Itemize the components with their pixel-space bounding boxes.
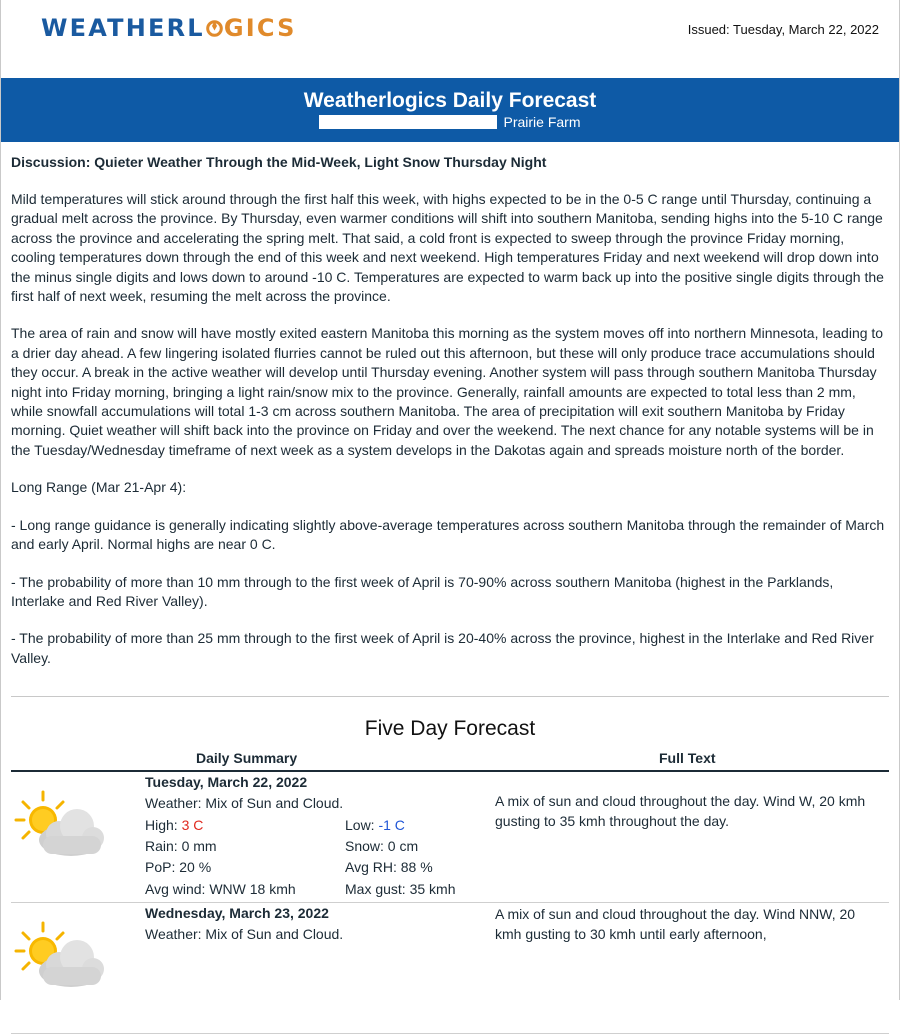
long-range-item: - Long range guidance is generally indicating slightly above-average temperatures across southern Manitoba through the remainder of March and early April. Normal highs are near 0 C. <box>11 516 885 553</box>
forecast-column-headers <box>11 746 889 772</box>
day-full-text: A mix of sun and cloud throughout the day. Wind NNW, 20 kmh gusting to 30 kmh until early afternoon, <box>495 906 856 942</box>
day-summary <box>145 903 485 946</box>
forecast-title: Weatherlogics Daily Forecast <box>303 89 597 112</box>
logo-o-icon <box>206 18 223 38</box>
long-range-item: - The probability of more than 25 mm through to the first week of April is 20-40% across the province, highest in the Interlake and Red River Valley. <box>11 630 874 666</box>
low-label: Low: <box>345 816 379 833</box>
discussion-paragraph: The area of rain and snow will have mostly exited eastern Manitoba this morning as the system moves off into northern Minnesota, leading to a drier day ahead. A few lingering isolated flurries cannot be ruled out this afternoon, but these will only produce trace accumulations should they occur. A break in the active weather will develop until Thursday evening. Another system will pass through southern Manitoba Thursday night into Friday morning, bringing a light rain/snow mix to the province. Generally, rainfall amounts are expected to total less than 2 mm, while snowfall accumulations will total 1-3 cm across southern Manitoba. The area of precipitation will exit southern Manitoba by Friday morning. Quiet weather will shift back into the province on Friday and over the weekend. The next chance for any notable systems will be in the Tuesday/Wednesday timeframe of next week as a system develops in the Dakotas again and spreads moisture north of the border. <box>11 325 884 458</box>
max-gust: Max gust: 35 kmh <box>345 880 456 897</box>
long-range-heading: Long Range (Mar 21-Apr 4): <box>11 479 187 496</box>
discussion-section <box>1 152 899 1034</box>
header <box>1 0 899 78</box>
high-label: High: <box>145 816 182 833</box>
day-full-text: A mix of sun and cloud throughout the day. Wind W, 20 kmh gusting to 35 kmh throughout the day. <box>495 793 866 829</box>
avg-wind: Avg wind: WNW 18 kmh <box>145 880 296 897</box>
sun-cloud-icon <box>13 788 109 860</box>
rain-amount: Rain: 0 mm <box>145 838 217 855</box>
day-weather: Weather: Mix of Sun and Cloud. <box>145 926 344 943</box>
day-weather: Weather: Mix of Sun and Cloud. <box>145 795 344 812</box>
low-temp <box>345 815 485 836</box>
high-value: 3 C <box>181 816 204 833</box>
discussion-heading: Discussion: Quieter Weather Through the Mid-Week, Light Snow Thursday Night <box>11 154 547 170</box>
weatherlogics-logo[interactable] <box>41 14 297 42</box>
pop-value: PoP: 20 % <box>145 859 212 876</box>
long-range-item: - The probability of more than 10 mm through to the first week of April is 70-90% across southern Manitoba (highest in the Parklands, Interlake and Red River Valley). <box>11 573 834 609</box>
issued-date: Issued: Tuesday, March 22, 2022 <box>687 22 879 37</box>
day-date: Tuesday, March 22, 2022 <box>145 774 308 791</box>
logo-text-part2: GICS <box>223 14 297 42</box>
logo-text-part1: WEATHERL <box>41 14 205 42</box>
low-value: -1 C <box>378 816 405 833</box>
avg-rh: Avg RH: 88 % <box>345 859 433 876</box>
title-banner <box>1 78 899 142</box>
snow-amount: Snow: 0 cm <box>345 838 419 855</box>
day-summary <box>145 772 485 900</box>
five-day-title: Five Day Forecast <box>364 717 536 741</box>
forecast-day-row <box>11 772 889 903</box>
high-temp <box>145 815 345 836</box>
discussion-paragraph: Mild temperatures will stick around through the first half this week, with highs expected to be in the 0-5 C range until Thursday, continuing a gradual melt across the province. By Thursday, even warmer conditions will shift into southern Manitoba, sending highs into the 5-10 C range across the province and accelerating the spring melt. That said, a cold front is expected to sweep through the province Friday morning, cooling temperatures down through the end of this week and next weekend. High temperatures Friday and next weekend will drop down into the minus single digits and lows down to around -10 C. Temperatures are expected to warm back up into the positive single digits through the first half of next week, resuming the melt across the province. <box>11 191 884 305</box>
section-divider <box>11 696 889 697</box>
day-date: Wednesday, March 23, 2022 <box>145 905 329 922</box>
daily-summary-header: Daily Summary <box>196 750 298 767</box>
sun-cloud-icon <box>13 919 109 991</box>
forecast-day-row <box>11 903 889 1034</box>
day-stats <box>145 815 485 900</box>
full-text-header: Full Text <box>659 750 716 767</box>
forecast-location <box>1 113 899 131</box>
location-name: Prairie Farm <box>503 114 581 130</box>
redacted-name <box>319 115 497 129</box>
